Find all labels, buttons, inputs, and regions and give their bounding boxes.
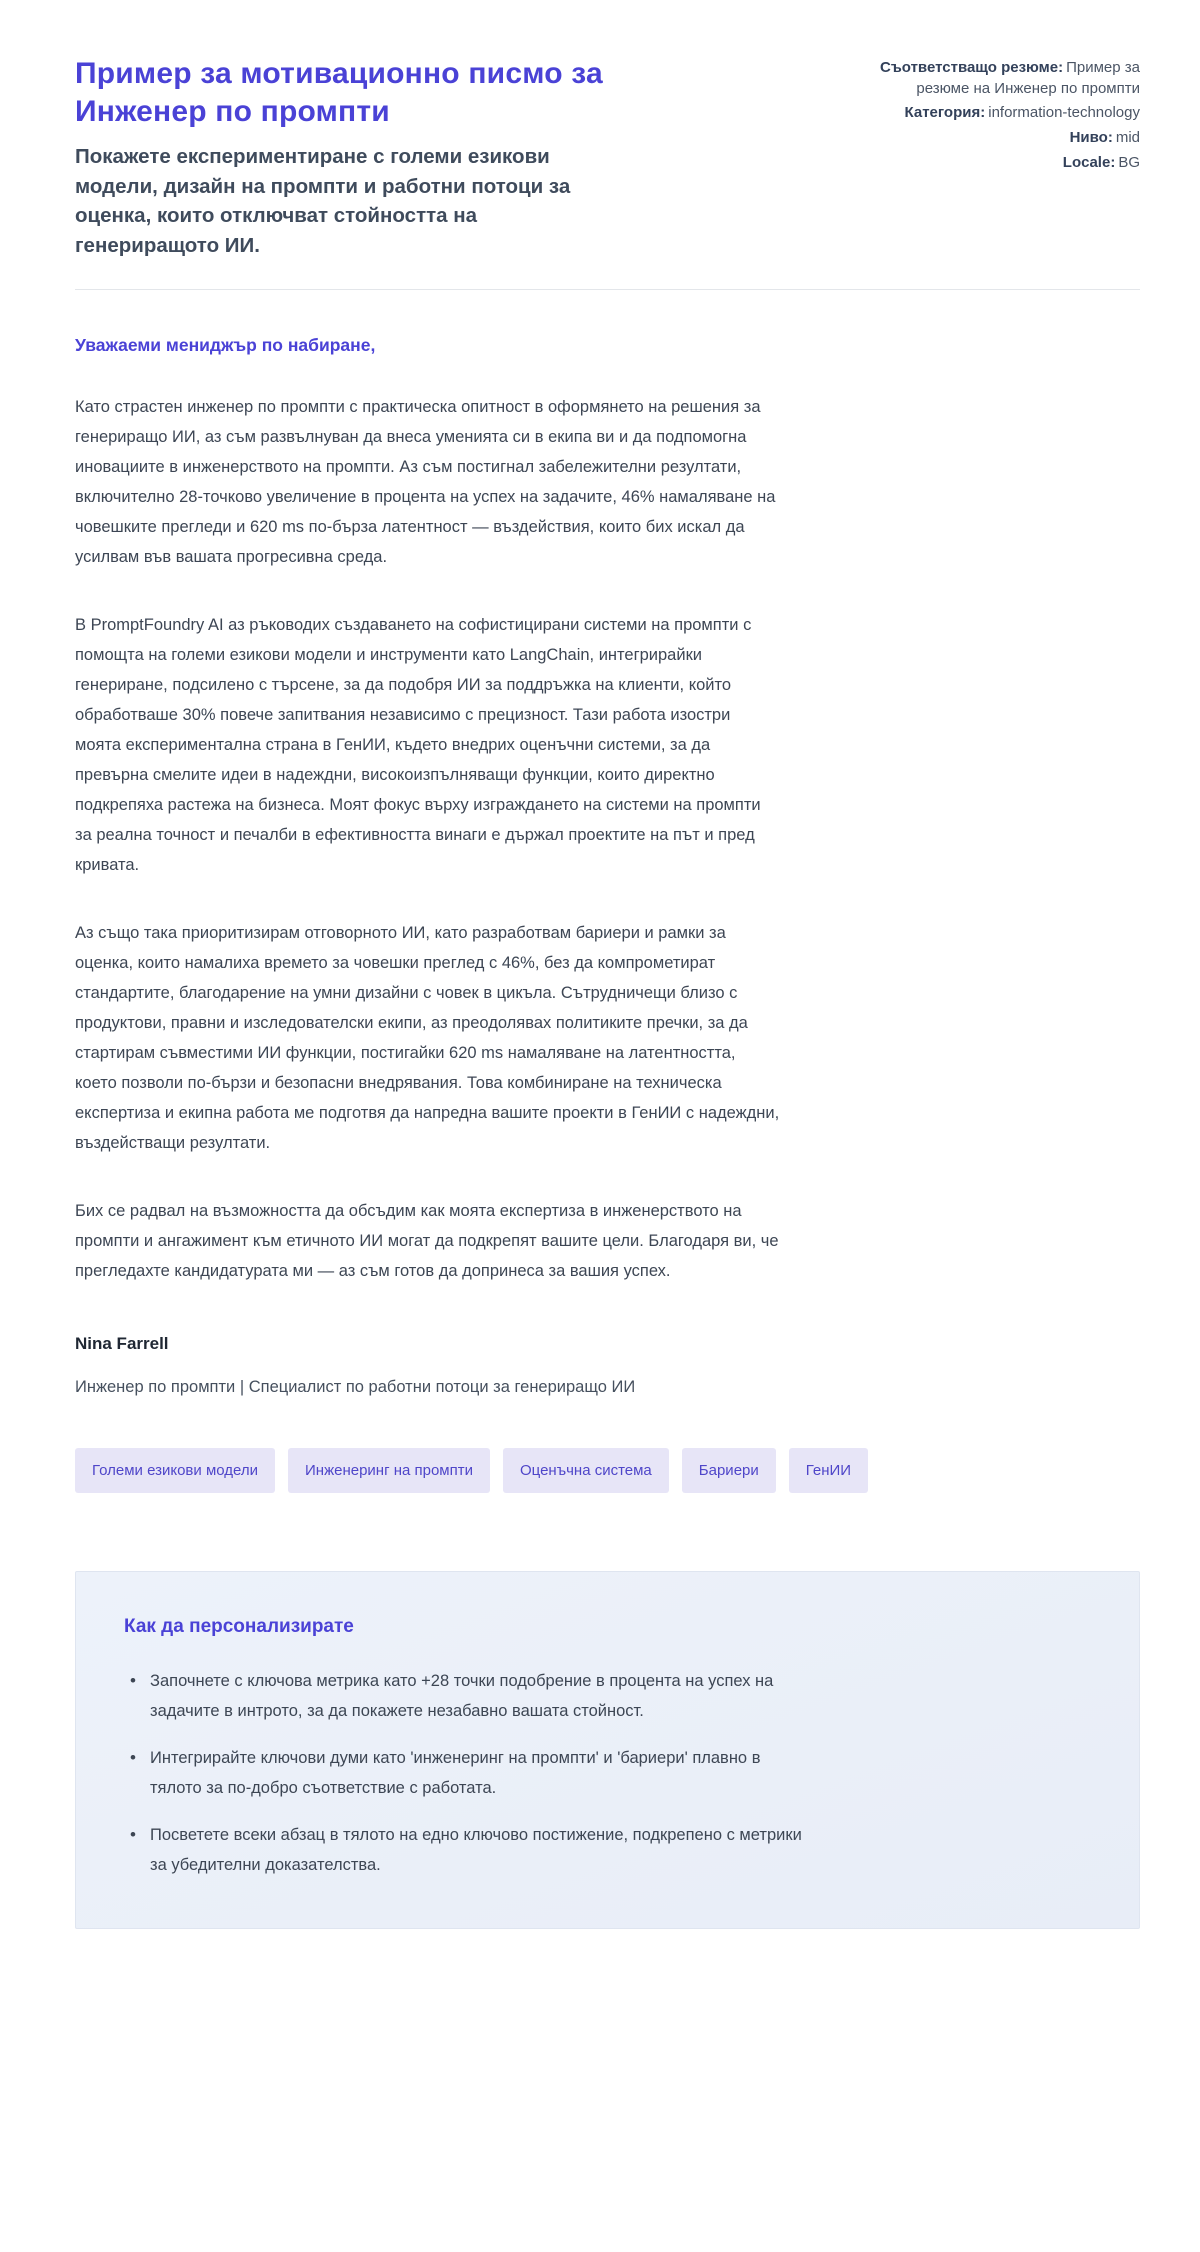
page-subtitle: Покажете експериментиране с големи езикови модели, дизайн на промпти и работни потоци за оценка, които отключват стойността на генериращото ИИ. bbox=[75, 144, 571, 257]
meta-value: Пример за резюме на Инженер по промпти bbox=[916, 59, 1140, 97]
meta-panel bbox=[848, 55, 1140, 177]
meta-row bbox=[848, 103, 1140, 124]
header-title-block bbox=[75, 55, 620, 261]
tip-item: • Интегрирайте ключови думи като 'инженеринг на промпти' и 'бариери' плавно в тялото за по-добро съответствие с работата. bbox=[124, 1743, 814, 1803]
signature-block bbox=[75, 1334, 780, 1402]
meta-label: Ниво: bbox=[1069, 129, 1113, 147]
tip-item: • Започнете с ключова метрика като +28 точки подобрение в процента на успех на задачите в интрото, за да покажете незабавно вашата стойност. bbox=[124, 1666, 814, 1726]
letter-paragraph: Аз също така приоритизирам отговорното ИИ, като разработвам бариери и рамки за оценка, които намалиха времето за човешки преглед с 46%, без да компрометират стандартите, благодарение на умни дизайни с човек в цикъла. Сътрудничещи близо с продуктови, правни и изследователски екипи, аз преодолявах политиките пречки, за да стартирам съвместими ИИ функции, постигайки 620 ms намаляване на латентността, което позволи по-бързи и безопасни внедрявания. Това комбиниране на техническа експертиза и екипна работа ме подготвя да напредна вашите проекти в ГенИИ с надеждни, въздействащи резултати. bbox=[75, 923, 780, 1152]
tips-heading: Как да персонализирате bbox=[124, 1615, 354, 1637]
signature-name: Nina Farrell bbox=[75, 1333, 169, 1353]
letter-paragraphs bbox=[75, 392, 780, 1286]
header-divider bbox=[75, 289, 1140, 290]
skill-tags bbox=[75, 1448, 1140, 1493]
meta-value: mid bbox=[1115, 129, 1140, 147]
tips-list bbox=[124, 1666, 814, 1880]
tag-chip: Инженеринг на промпти bbox=[288, 1448, 490, 1493]
tag-chip: Оценъчна система bbox=[503, 1448, 669, 1493]
letter-paragraph: В PromptFoundry AI аз ръководих създаването на софистицирани системи на промпти с помощта на големи езикови модели и инструменти като LangChain, интегрирайки генериране, подсилено с търсене, за да подобря ИИ за поддръжка на клиенти, който обработваше 30% повече запитвания независимо с прецизност. Тази работа изостри моята експериментална страна в ГенИИ, където внедрих оценъчни системи, за да превърна смелите идеи в надеждни, високоизпълняващи функции, които директно подкрепяха растежа на бизнеса. Моят фокус върху изграждането на системи на промпти за реална точност и печалби в ефективността винаги е държал проектите на път и пред кривата. bbox=[75, 615, 761, 874]
meta-label: Locale: bbox=[1062, 153, 1116, 171]
meta-value: information-technology bbox=[988, 104, 1140, 122]
tag-chip: ГенИИ bbox=[789, 1448, 868, 1493]
meta-row bbox=[848, 128, 1140, 149]
letter-paragraph: Бих се радвал на възможността да обсъдим как моята експертиза в инженерството на промпти и ангажимент към етичното ИИ могат да подкрепят вашите цели. Благодаря ви, че прегледахте кандидатурата ми — аз съм готов да допринеса за вашия успех. bbox=[75, 1201, 779, 1280]
personalization-tips-box bbox=[75, 1571, 1140, 1929]
meta-row bbox=[848, 58, 1140, 99]
letter-paragraph: Като страстен инженер по промпти с практическа опитност в оформянето на решения за генериращо ИИ, аз съм развълнуван да внеса уменията си в екипа ви и да подпомогна иновациите в инженерството на промпти. Аз съм постигнал забележителни резултати, включително 28-точково увеличение в процента на успех на задачите, 46% намаляване на човешките прегледи и 620 ms по-бърза латентност — въздействия, които бих искал да усилвам във вашата прогресивна среда. bbox=[75, 397, 776, 566]
tag-chip: Големи езикови модели bbox=[75, 1448, 275, 1493]
letter-greeting: Уважаеми мениджър по набиране, bbox=[75, 334, 376, 355]
letter-body bbox=[75, 335, 780, 1402]
signature-role: Инженер по промпти | Специалист по работни потоци за генериращо ИИ bbox=[75, 1377, 636, 1396]
meta-value: BG bbox=[1118, 153, 1140, 171]
meta-label: Съответстващо резюме: bbox=[880, 59, 1064, 76]
page-header bbox=[75, 55, 1140, 261]
page-title: Пример за мотивационно писмо за Инженер по промпти bbox=[75, 57, 603, 129]
tag-chip: Бариери bbox=[682, 1448, 776, 1493]
meta-label: Категория: bbox=[904, 104, 986, 122]
meta-row bbox=[848, 153, 1140, 174]
tip-item: • Посветете всеки абзац в тялото на едно ключово постижение, подкрепено с метрики за убедителни доказателства. bbox=[124, 1820, 814, 1880]
